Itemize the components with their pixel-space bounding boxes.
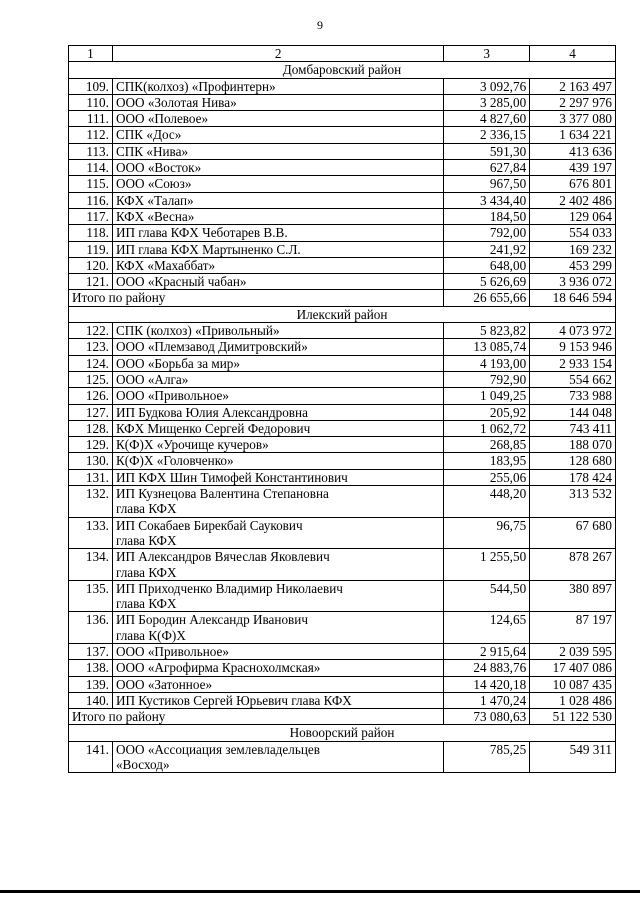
enterprise-name	[112, 257, 443, 273]
enterprise-name-line: ООО «Полевое»	[115, 111, 209, 127]
table-row	[69, 612, 616, 644]
enterprise-name	[112, 192, 443, 208]
enterprise-name	[112, 420, 443, 436]
value-col4: 169 232	[530, 241, 616, 257]
value-col3: 2 915,64	[444, 643, 530, 659]
table-row	[69, 486, 616, 518]
value-col4: 743 411	[530, 420, 616, 436]
enterprise-name-line: ООО «Агрофирма Краснохолмская»	[115, 660, 321, 676]
value-col3: 255,06	[444, 469, 530, 485]
enterprise-name	[112, 111, 443, 127]
total-label: Итого по району	[69, 709, 444, 725]
total-col4: 51 122 530	[530, 709, 616, 725]
value-col4: 188 070	[530, 437, 616, 453]
enterprise-name	[112, 549, 443, 581]
table-row	[69, 469, 616, 485]
value-col4: 554 662	[530, 371, 616, 387]
row-number: 125.	[69, 371, 113, 387]
enterprise-name-line: ИП Бородин Александр Иванович	[115, 612, 308, 628]
total-label: Итого по району	[69, 290, 444, 306]
value-col3: 5 823,82	[444, 323, 530, 339]
row-number: 113.	[69, 143, 113, 159]
row-number: 137.	[69, 643, 113, 659]
table-row	[69, 323, 616, 339]
value-col4: 2 039 595	[530, 643, 616, 659]
enterprise-name-line: ООО «Красный чабан»	[115, 274, 247, 290]
enterprise-name	[112, 741, 443, 773]
page-number: 9	[317, 18, 323, 32]
value-col3: 648,00	[444, 257, 530, 273]
enterprise-name-line: «Восход»	[115, 757, 170, 773]
table-row	[69, 192, 616, 208]
enterprise-name	[112, 127, 443, 143]
value-col3: 792,00	[444, 225, 530, 241]
row-number: 115.	[69, 176, 113, 192]
district-header-row	[69, 62, 616, 78]
value-col3: 183,95	[444, 453, 530, 469]
value-col3: 785,25	[444, 741, 530, 773]
enterprise-name-line: глава КФХ	[115, 596, 177, 612]
table-row	[69, 111, 616, 127]
enterprise-name	[112, 643, 443, 659]
table-row	[69, 274, 616, 290]
enterprise-name	[112, 437, 443, 453]
enterprise-name-line: ИП КФХ Шин Тимофей Константинович	[115, 469, 348, 485]
value-col3: 792,90	[444, 371, 530, 387]
enterprise-name-line: ООО «Привольное»	[115, 643, 229, 659]
enterprise-name	[112, 612, 443, 644]
value-col4: 733 988	[530, 388, 616, 404]
value-col4: 144 048	[530, 404, 616, 420]
land-payments-table	[68, 45, 616, 773]
value-col3: 448,20	[444, 486, 530, 518]
row-number: 122.	[69, 323, 113, 339]
table-row	[69, 94, 616, 110]
row-number: 130.	[69, 453, 113, 469]
enterprise-name-line: ООО «Борьба за мир»	[115, 355, 240, 371]
value-col4: 2 402 486	[530, 192, 616, 208]
row-number: 133.	[69, 517, 113, 549]
enterprise-name-line: СПК(колхоз) «Профинтерн»	[115, 78, 276, 94]
enterprise-name	[112, 371, 443, 387]
row-number: 124.	[69, 355, 113, 371]
value-col3: 1 062,72	[444, 420, 530, 436]
value-col3: 3 285,00	[444, 94, 530, 110]
value-col3: 4 193,00	[444, 355, 530, 371]
row-number: 131.	[69, 469, 113, 485]
enterprise-name-line: ООО «Ассоциация землевладельцев	[115, 741, 320, 757]
enterprise-name-line: СПК «Дос»	[115, 127, 182, 143]
value-col3: 13 085,74	[444, 339, 530, 355]
enterprise-name	[112, 388, 443, 404]
enterprise-name	[112, 453, 443, 469]
column-header-row	[69, 46, 616, 62]
row-number: 139.	[69, 676, 113, 692]
table-row	[69, 257, 616, 273]
value-col4: 128 680	[530, 453, 616, 469]
row-number: 109.	[69, 78, 113, 94]
value-col3: 96,75	[444, 517, 530, 549]
table-row	[69, 371, 616, 387]
row-number: 134.	[69, 549, 113, 581]
row-number: 117.	[69, 208, 113, 224]
value-col3: 184,50	[444, 208, 530, 224]
row-number: 136.	[69, 612, 113, 644]
value-col4: 3 936 072	[530, 274, 616, 290]
row-number: 119.	[69, 241, 113, 257]
value-col3: 967,50	[444, 176, 530, 192]
row-number: 140.	[69, 692, 113, 708]
table-row	[69, 208, 616, 224]
value-col3: 124,65	[444, 612, 530, 644]
enterprise-name	[112, 143, 443, 159]
footer-rule	[0, 890, 640, 893]
value-col4: 1 028 486	[530, 692, 616, 708]
enterprise-name-line: ООО «Восток»	[115, 160, 202, 176]
enterprise-name-line: ИП Будкова Юлия Александровна	[115, 404, 308, 420]
enterprise-name	[112, 517, 443, 549]
value-col4: 129 064	[530, 208, 616, 224]
enterprise-name	[112, 176, 443, 192]
enterprise-name-line: КФХ «Махаббат»	[115, 257, 216, 273]
enterprise-name	[112, 660, 443, 676]
value-col4: 313 532	[530, 486, 616, 518]
enterprise-name-line: КФХ «Талап»	[115, 192, 194, 208]
table-row	[69, 355, 616, 371]
table-row	[69, 741, 616, 773]
enterprise-name-line: ООО «Золотая Нива»	[115, 94, 237, 110]
enterprise-name	[112, 339, 443, 355]
table-row	[69, 643, 616, 659]
table-row	[69, 143, 616, 159]
table-row	[69, 437, 616, 453]
district-name: Домбаровский район	[69, 62, 616, 78]
table-row	[69, 388, 616, 404]
value-col3: 24 883,76	[444, 660, 530, 676]
value-col4: 178 424	[530, 469, 616, 485]
row-number: 141.	[69, 741, 113, 773]
row-number: 121.	[69, 274, 113, 290]
enterprise-name	[112, 241, 443, 257]
enterprise-name-line: ООО «Племзавод Димитровский»	[115, 339, 308, 355]
table-row	[69, 404, 616, 420]
row-number: 114.	[69, 160, 113, 176]
value-col4: 878 267	[530, 549, 616, 581]
value-col4: 87 197	[530, 612, 616, 644]
enterprise-name-line: глава К(Ф)Х	[115, 627, 186, 643]
table-row	[69, 517, 616, 549]
value-col4: 2 163 497	[530, 78, 616, 94]
value-col3: 1 470,24	[444, 692, 530, 708]
value-col3: 1 049,25	[444, 388, 530, 404]
row-number: 132.	[69, 486, 113, 518]
value-col4: 2 297 976	[530, 94, 616, 110]
row-number: 135.	[69, 580, 113, 612]
enterprise-name-line: ИП Приходченко Владимир Николаевич	[115, 580, 343, 596]
district-header-row	[69, 306, 616, 322]
value-col3: 205,92	[444, 404, 530, 420]
table-row	[69, 549, 616, 581]
value-col3: 591,30	[444, 143, 530, 159]
enterprise-name-line: глава КФХ	[115, 564, 177, 580]
value-col4: 9 153 946	[530, 339, 616, 355]
value-col4: 554 033	[530, 225, 616, 241]
enterprise-name	[112, 404, 443, 420]
total-col3: 73 080,63	[444, 709, 530, 725]
value-col4: 439 197	[530, 160, 616, 176]
value-col4: 549 311	[530, 741, 616, 773]
row-number: 111.	[69, 111, 113, 127]
value-col3: 2 336,15	[444, 127, 530, 143]
row-number: 123.	[69, 339, 113, 355]
enterprise-name-line: ИП Кустиков Сергей Юрьевич глава КФХ	[115, 692, 352, 708]
enterprise-name	[112, 274, 443, 290]
enterprise-name-line: ООО «Затонное»	[115, 676, 213, 692]
table-row	[69, 241, 616, 257]
column-header: 3	[444, 46, 530, 62]
enterprise-name	[112, 676, 443, 692]
value-col4: 17 407 086	[530, 660, 616, 676]
enterprise-name-line: КФХ Мищенко Сергей Федорович	[115, 420, 311, 436]
value-col4: 3 377 080	[530, 111, 616, 127]
row-number: 110.	[69, 94, 113, 110]
district-total-row	[69, 290, 616, 306]
table-row	[69, 127, 616, 143]
table-row	[69, 676, 616, 692]
enterprise-name-line: СПК «Нива»	[115, 143, 189, 159]
value-col4: 453 299	[530, 257, 616, 273]
district-name: Илекский район	[69, 306, 616, 322]
enterprise-name	[112, 78, 443, 94]
district-header-row	[69, 725, 616, 741]
enterprise-name	[112, 225, 443, 241]
column-header: 1	[69, 46, 113, 62]
value-col3: 241,92	[444, 241, 530, 257]
enterprise-name	[112, 692, 443, 708]
district-total-row	[69, 709, 616, 725]
enterprise-name	[112, 580, 443, 612]
row-number: 120.	[69, 257, 113, 273]
enterprise-name-line: ООО «Алга»	[115, 371, 189, 387]
enterprise-name	[112, 208, 443, 224]
row-number: 118.	[69, 225, 113, 241]
column-header: 2	[112, 46, 443, 62]
table-row	[69, 660, 616, 676]
enterprise-name-line: ИП Александров Вячеслав Яковлевич	[115, 549, 330, 565]
value-col4: 67 680	[530, 517, 616, 549]
enterprise-name-line: глава КФХ	[115, 532, 177, 548]
table-row	[69, 692, 616, 708]
value-col4: 4 073 972	[530, 323, 616, 339]
table-row	[69, 580, 616, 612]
total-col4: 18 646 594	[530, 290, 616, 306]
value-col4: 1 634 221	[530, 127, 616, 143]
value-col3: 5 626,69	[444, 274, 530, 290]
row-number: 138.	[69, 660, 113, 676]
enterprise-name	[112, 486, 443, 518]
table-row	[69, 339, 616, 355]
value-col3: 3 092,76	[444, 78, 530, 94]
value-col3: 4 827,60	[444, 111, 530, 127]
table-row	[69, 160, 616, 176]
row-number: 127.	[69, 404, 113, 420]
row-number: 126.	[69, 388, 113, 404]
enterprise-name-line: К(Ф)Х «Головченко»	[115, 453, 234, 469]
enterprise-name-line: глава КФХ	[115, 501, 177, 517]
enterprise-name-line: К(Ф)Х «Урочище кучеров»	[115, 437, 269, 453]
value-col3: 14 420,18	[444, 676, 530, 692]
enterprise-name-line: ООО «Союз»	[115, 176, 192, 192]
row-number: 116.	[69, 192, 113, 208]
table-row	[69, 176, 616, 192]
enterprise-name	[112, 160, 443, 176]
table-row	[69, 453, 616, 469]
enterprise-name-line: ИП глава КФХ Чеботарев В.В.	[115, 225, 288, 241]
column-header: 4	[530, 46, 616, 62]
district-name: Новоорский район	[69, 725, 616, 741]
enterprise-name-line: СПК (колхоз) «Привольный»	[115, 323, 280, 339]
value-col4: 676 801	[530, 176, 616, 192]
value-col3: 268,85	[444, 437, 530, 453]
enterprise-name	[112, 94, 443, 110]
value-col3: 627,84	[444, 160, 530, 176]
value-col4: 413 636	[530, 143, 616, 159]
row-number: 128.	[69, 420, 113, 436]
enterprise-name-line: ИП Сокабаев Бирекбай Саукович	[115, 517, 303, 533]
value-col3: 544,50	[444, 580, 530, 612]
enterprise-name-line: КФХ «Весна»	[115, 208, 195, 224]
enterprise-name-line: ИП глава КФХ Мартыненко С.Л.	[115, 241, 301, 257]
enterprise-name-line: ИП Кузнецова Валентина Степановна	[115, 486, 329, 502]
total-col3: 26 655,66	[444, 290, 530, 306]
enterprise-name	[112, 323, 443, 339]
row-number: 112.	[69, 127, 113, 143]
value-col3: 1 255,50	[444, 549, 530, 581]
value-col3: 3 434,40	[444, 192, 530, 208]
value-col4: 10 087 435	[530, 676, 616, 692]
table-row	[69, 78, 616, 94]
enterprise-name	[112, 469, 443, 485]
row-number: 129.	[69, 437, 113, 453]
table-row	[69, 420, 616, 436]
value-col4: 2 933 154	[530, 355, 616, 371]
enterprise-name	[112, 355, 443, 371]
enterprise-name-line: ООО «Привольное»	[115, 388, 229, 404]
table-row	[69, 225, 616, 241]
value-col4: 380 897	[530, 580, 616, 612]
